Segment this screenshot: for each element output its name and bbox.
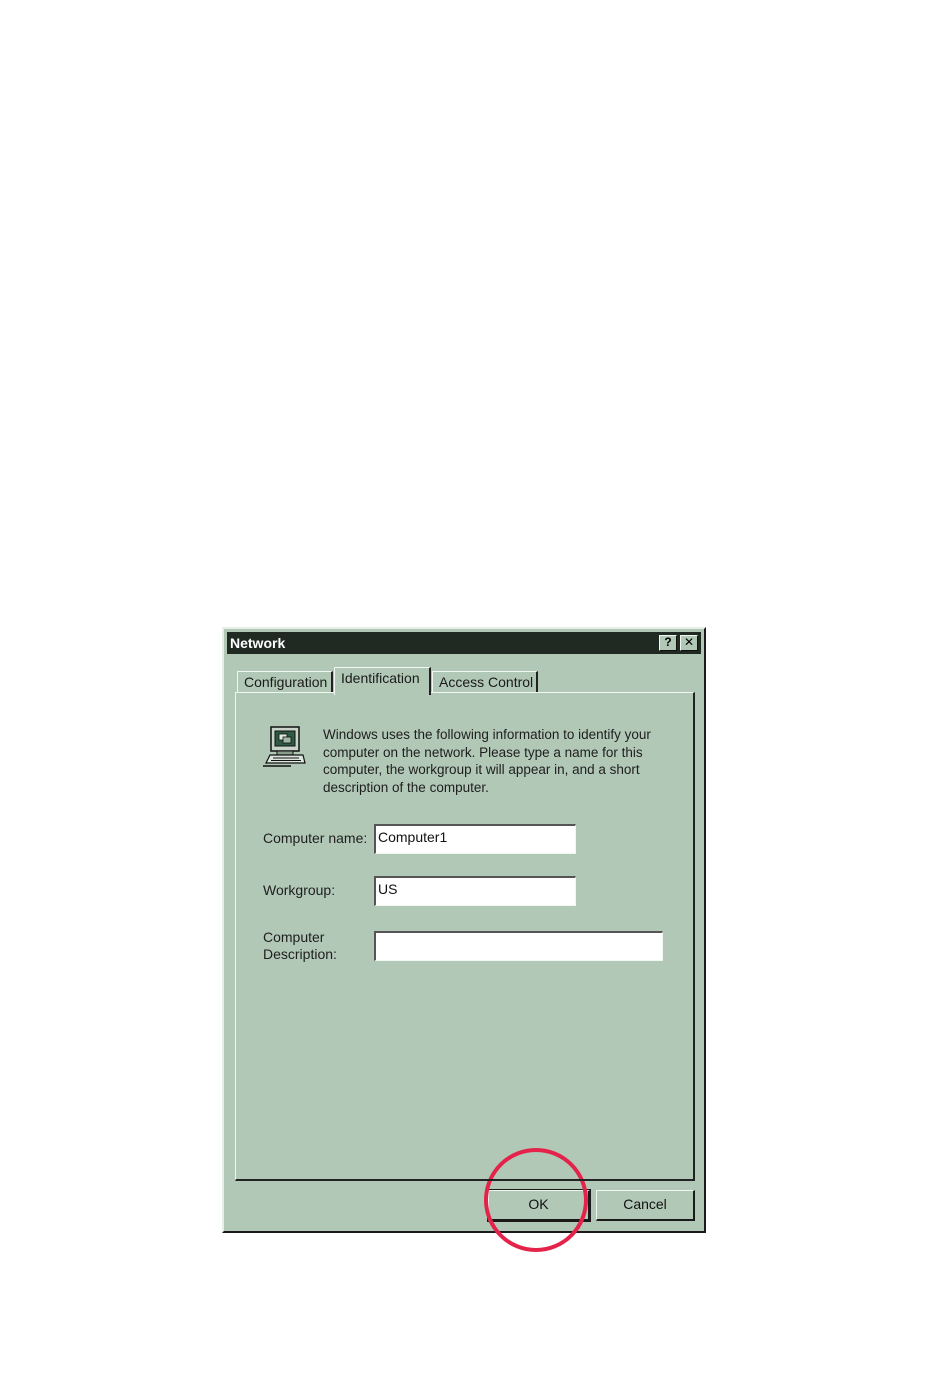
cancel-button[interactable]: Cancel — [596, 1190, 695, 1221]
network-computer-icon — [263, 725, 307, 769]
tab-access-control[interactable] — [432, 671, 538, 693]
workgroup-label: Workgroup: — [263, 882, 336, 898]
close-icon: ✕ — [683, 635, 695, 649]
ok-button[interactable]: OK — [488, 1190, 590, 1221]
tab-label: Identification — [341, 670, 420, 686]
computer-name-label: Computer name: — [263, 830, 368, 846]
help-button[interactable] — [659, 635, 677, 651]
tab-label: Configuration — [244, 674, 328, 690]
tab-configuration[interactable] — [237, 671, 333, 693]
title-bar[interactable] — [227, 632, 701, 654]
help-icon: ? — [664, 635, 672, 649]
description-label-line2: Description: — [263, 946, 337, 962]
identification-info-text: Windows uses the following information to identify your computer on the network. Please type a name for this computer, the workgroup it will appear in, and a short description of the computer. — [323, 727, 651, 795]
identification-panel — [235, 692, 695, 1181]
tab-label: Access Control — [439, 674, 534, 690]
computer-description-input[interactable] — [374, 931, 663, 961]
description-label-line1: Computer — [263, 929, 325, 945]
tab-identification[interactable] — [334, 667, 431, 695]
network-dialog — [222, 627, 706, 1233]
window-title: Network — [230, 635, 286, 651]
computer-name-input[interactable]: Computer1 — [374, 824, 576, 854]
workgroup-input[interactable]: US — [374, 876, 576, 906]
close-button[interactable] — [680, 635, 698, 651]
